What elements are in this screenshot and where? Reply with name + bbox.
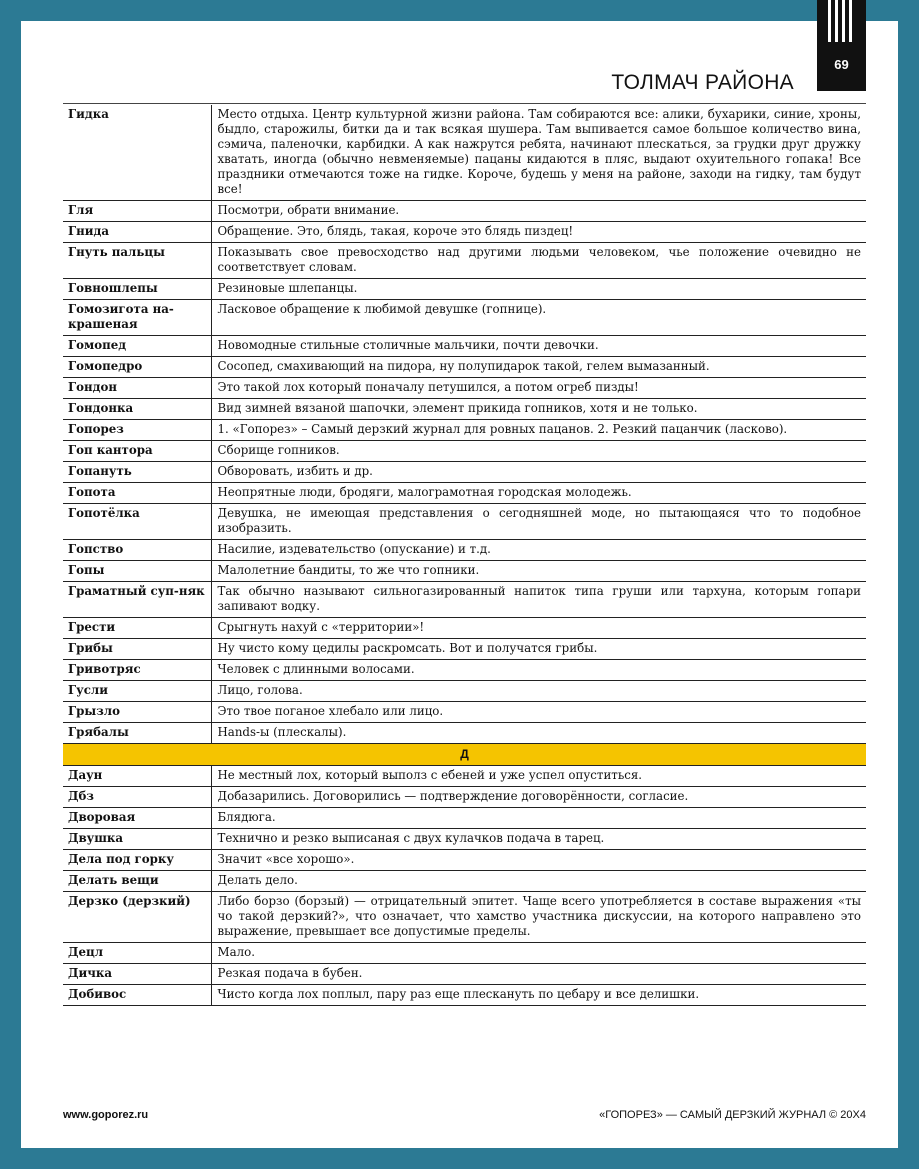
glossary-definition: Девушка, не имеющая представления о сегодняшней моде, но пытающаяся что то подобное изобразить. — [211, 504, 866, 540]
glossary-definition: Значит «все хорошо». — [211, 850, 866, 871]
glossary-row — [63, 582, 866, 618]
glossary-row — [63, 300, 866, 336]
tab-stripe — [842, 0, 845, 42]
glossary-definition: Показывать свое превосходство над другими людьми человеком, чье положение очевидно не соответствует словам. — [211, 243, 866, 279]
glossary-row — [63, 985, 866, 1006]
tab-stripe — [835, 0, 838, 42]
glossary-definition: Блядюга. — [211, 808, 866, 829]
page-number: 69 — [834, 57, 849, 72]
footer-website: www.goporez.ru — [63, 1109, 149, 1121]
glossary-term: Дичка — [63, 964, 211, 985]
glossary-row — [63, 420, 866, 441]
glossary-definition: Лицо, голова. — [211, 681, 866, 702]
header-rule — [63, 103, 866, 104]
glossary-definition: Ласковое обращение к любимой девушке (гопнице). — [211, 300, 866, 336]
glossary-term: Даун — [63, 766, 211, 787]
glossary-term: Гопотёлка — [63, 504, 211, 540]
glossary-row — [63, 243, 866, 279]
glossary-term: Гоп кантора — [63, 441, 211, 462]
glossary-term: Грести — [63, 618, 211, 639]
glossary-term: Децл — [63, 943, 211, 964]
glossary-term: Добивос — [63, 985, 211, 1006]
glossary-row — [63, 943, 866, 964]
glossary-definition: Либо борзо (борзый) — отрицательный эпитет. Чаще всего употребляется в составе выражения «ты чо такой дерзкий?», что означает, что хамство участника дискуссии, на которого направлено это выражение, превышает все допустимые пределы. — [211, 892, 866, 943]
glossary-definition: Неопрятные люди, бродяги, малограмотная городская молодежь. — [211, 483, 866, 504]
glossary-term: Говношлепы — [63, 279, 211, 300]
glossary-row — [63, 357, 866, 378]
glossary-row — [63, 540, 866, 561]
page-number-tab — [817, 0, 866, 91]
glossary-term: Гривотряс — [63, 660, 211, 681]
glossary-term: Граматный суп-няк — [63, 582, 211, 618]
glossary-definition: Человек с длинными волосами. — [211, 660, 866, 681]
glossary-row — [63, 504, 866, 540]
glossary-term: Дела под горку — [63, 850, 211, 871]
glossary-definition: Обворовать, избить и др. — [211, 462, 866, 483]
glossary-row — [63, 336, 866, 357]
glossary-term: Гондон — [63, 378, 211, 399]
glossary-term: Гомопедро — [63, 357, 211, 378]
glossary-row — [63, 378, 866, 399]
glossary-term: Грябалы — [63, 723, 211, 744]
glossary-definition: Технично и резко выписаная с двух кулачков подача в тарец. — [211, 829, 866, 850]
glossary-row — [63, 850, 866, 871]
glossary-term: Грызло — [63, 702, 211, 723]
glossary-row — [63, 681, 866, 702]
glossary-definition: Чисто когда лох поплыл, пару раз еще плескануть по цебару и все делишки. — [211, 985, 866, 1006]
glossary-term: Гнида — [63, 222, 211, 243]
glossary-row — [63, 871, 866, 892]
glossary-definition: Вид зимней вязаной шапочки, элемент прикида гопников, хотя и не только. — [211, 399, 866, 420]
glossary-definition: Посмотри, обрати внимание. — [211, 201, 866, 222]
glossary-definition: Добазарились. Договорились — подтверждение договорённости, согласие. — [211, 787, 866, 808]
glossary-row — [63, 462, 866, 483]
glossary-term: Дворовая — [63, 808, 211, 829]
glossary-row — [63, 964, 866, 985]
glossary-definition: Hands-ы (плескалы). — [211, 723, 866, 744]
glossary-row — [63, 105, 866, 201]
glossary-term: Гопануть — [63, 462, 211, 483]
glossary-definition: Обращение. Это, блядь, такая, короче это блядь пиздец! — [211, 222, 866, 243]
glossary-term: Гля — [63, 201, 211, 222]
glossary-term: Делать вещи — [63, 871, 211, 892]
glossary-definition: Это такой лох который поначалу петушился, а потом огреб пизды! — [211, 378, 866, 399]
tab-stripe — [828, 0, 831, 42]
glossary-row — [63, 222, 866, 243]
glossary-row — [63, 808, 866, 829]
glossary-definition: Ну чисто кому цедилы раскромсать. Вот и получатся грибы. — [211, 639, 866, 660]
glossary-term: Гомозигота на-крашеная — [63, 300, 211, 336]
glossary-term: Гусли — [63, 681, 211, 702]
glossary-row — [63, 892, 866, 943]
glossary-definition: Сосопед, смахивающий на пидора, ну полупидарок такой, гелем вымазанный. — [211, 357, 866, 378]
glossary-definition: Срыгнуть нахуй с «территории»! — [211, 618, 866, 639]
glossary-definition: Резиновые шлепанцы. — [211, 279, 866, 300]
glossary-definition: Новомодные стильные столичные мальчики, почти девочки. — [211, 336, 866, 357]
glossary-row — [63, 441, 866, 462]
glossary-term: Гнуть пальцы — [63, 243, 211, 279]
glossary-table — [63, 105, 866, 1006]
magazine-page — [21, 21, 898, 1148]
glossary-row — [63, 787, 866, 808]
glossary-definition: 1. «Гопорез» – Самый дерзкий журнал для ровных пацанов. 2. Резкий пацанчик (ласково). — [211, 420, 866, 441]
glossary-row — [63, 399, 866, 420]
glossary-row — [63, 639, 866, 660]
glossary-definition: Не местный лох, который выполз с ебеней и уже успел опуститься. — [211, 766, 866, 787]
glossary-term: Гопота — [63, 483, 211, 504]
glossary-row — [63, 483, 866, 504]
glossary-term: Гондонка — [63, 399, 211, 420]
glossary-row — [63, 660, 866, 681]
glossary-term: Дбз — [63, 787, 211, 808]
glossary-row — [63, 702, 866, 723]
glossary-row — [63, 723, 866, 744]
glossary-row — [63, 201, 866, 222]
letter-heading: Д — [63, 744, 866, 766]
letter-divider — [63, 744, 866, 766]
glossary-row — [63, 618, 866, 639]
glossary-term: Грибы — [63, 639, 211, 660]
glossary-term: Двушка — [63, 829, 211, 850]
glossary-definition: Мало. — [211, 943, 866, 964]
glossary-row — [63, 829, 866, 850]
glossary-term: Гидка — [63, 105, 211, 201]
section-title: ТОЛМАЧ РАЙОНА — [611, 71, 794, 94]
glossary-row — [63, 561, 866, 582]
glossary-definition: Так обычно называют сильногазированный напиток типа груши или тархуна, которым гопари запивают водку. — [211, 582, 866, 618]
glossary-term: Гопорез — [63, 420, 211, 441]
glossary-definition: Сборище гопников. — [211, 441, 866, 462]
glossary-term: Дерзко (дерзкий) — [63, 892, 211, 943]
glossary-definition: Это твое поганое хлебало или лицо. — [211, 702, 866, 723]
footer-tagline: «ГОПОРЕЗ» — САМЫЙ ДЕРЗКИЙ ЖУРНАЛ © 20Х4 — [599, 1109, 866, 1121]
glossary-term: Гопство — [63, 540, 211, 561]
glossary-definition: Делать дело. — [211, 871, 866, 892]
glossary-row — [63, 766, 866, 787]
glossary-body — [63, 105, 866, 1006]
glossary-definition: Насилие, издевательство (опускание) и т.д. — [211, 540, 866, 561]
glossary-term: Гопы — [63, 561, 211, 582]
glossary-definition: Резкая подача в бубен. — [211, 964, 866, 985]
glossary-definition: Малолетние бандиты, то же что гопники. — [211, 561, 866, 582]
glossary-term: Гомопед — [63, 336, 211, 357]
tab-stripe — [849, 0, 852, 42]
glossary-definition: Место отдыха. Центр культурной жизни района. Там собираются все: алики, бухарики, синие, хроны, быдло, старожилы, битки да и так всякая шушера. Там выпивается самое большое количество вина, сэмича, паленочки, карбидки. А как нажрутся ребята, начинают плескаться, за грудки друг дружку хватать, иногда (обычно невменяемые) пацаны кидаются в пляс, выдают охуительного гопака! Все праздники отмечаются тоже на гидке. Короче, будешь у меня на районе, заходи на гидку, там будут все! — [211, 105, 866, 201]
glossary-row — [63, 279, 866, 300]
